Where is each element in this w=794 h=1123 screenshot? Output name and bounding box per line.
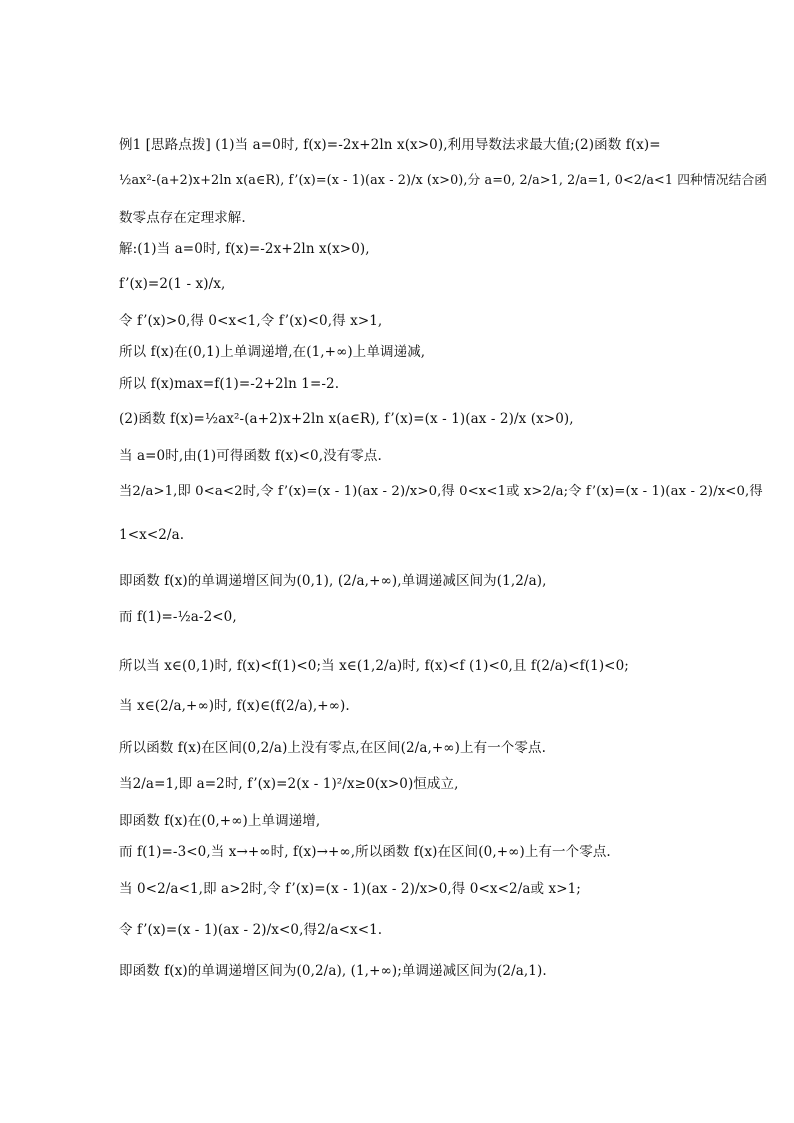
text-line-11: 当2/a>1,即 0<a<2时,令 f’(x)=(x - 1)(ax - 2)/x>0,得 0<x<1或 x>2/a;令 f’(x)=(x - 1)(ax - 2)/x<0,得	[119, 484, 763, 499]
text-line-16: 当 x∈(2/a,+∞)时, f(x)∈(f(2/a),+∞).	[119, 698, 350, 714]
text-line-7: 所以 f(x)在(0,1)上单调递增,在(1,+∞)上单调递减,	[119, 344, 426, 360]
text-line-12: 1<x<2/a.	[119, 527, 185, 543]
text-line-17: 所以函数 f(x)在区间(0,2/a)上没有零点,在区间(2/a,+∞)上有一个零点.	[119, 740, 546, 756]
text-line-8: 所以 f(x)max=f(1)=-2+2ln 1=-2.	[119, 376, 340, 392]
text-line-9: (2)函数 f(x)=½ax²-(a+2)x+2ln x(a∈R), f’(x)=(x - 1)(ax - 2)/x (x>0),	[119, 411, 574, 427]
text-line-10: 当 a=0时,由(1)可得函数 f(x)<0,没有零点.	[119, 448, 382, 464]
text-line-18: 当2/a=1,即 a=2时, f’(x)=2(x - 1)²/x≥0(x>0)恒成立,	[119, 776, 459, 792]
text-line-20: 而 f(1)=-3<0,当 x→+∞时, f(x)→+∞,所以函数 f(x)在区间(0,+∞)上有一个零点.	[119, 844, 611, 860]
text-line-2: ½ax²-(a+2)x+2ln x(a∈R), f’(x)=(x - 1)(ax - 2)/x (x>0),分 a=0, 2/a>1, 2/a=1, 0<2/a<1 四种情况结合函	[119, 173, 768, 188]
text-line-22: 令 f’(x)=(x - 1)(ax - 2)/x<0,得2/a<x<1.	[119, 922, 383, 938]
text-line-13: 即函数 f(x)的单调递增区间为(0,1), (2/a,+∞),单调递减区间为(1,2/a),	[119, 573, 547, 589]
text-line-19: 即函数 f(x)在(0,+∞)上单调递增,	[119, 813, 321, 829]
text-line-3: 数零点存在定理求解.	[119, 210, 246, 226]
text-line-6: 令 f’(x)>0,得 0<x<1,令 f’(x)<0,得 x>1,	[119, 313, 383, 329]
text-line-4: 解:(1)当 a=0时, f(x)=-2x+2ln x(x>0),	[119, 241, 370, 257]
text-line-14: 而 f(1)=-½a-2<0,	[119, 609, 237, 625]
text-line-5: f’(x)=2(1 - x)/x,	[119, 276, 226, 292]
text-line-23: 即函数 f(x)的单调递增区间为(0,2/a), (1,+∞);单调递减区间为(2/a,1).	[119, 963, 547, 979]
text-line-21: 当 0<2/a<1,即 a>2时,令 f’(x)=(x - 1)(ax - 2)/x>0,得 0<x<2/a或 x>1;	[119, 881, 581, 897]
text-line-15: 所以当 x∈(0,1)时, f(x)<f(1)<0;当 x∈(1,2/a)时, f(x)<f (1)<0,且 f(2/a)<f(1)<0;	[119, 658, 629, 674]
text-line-1: 例1 [思路点拨] (1)当 a=0时, f(x)=-2x+2ln x(x>0),利用导数法求最大值;(2)函数 f(x)=	[119, 137, 661, 153]
